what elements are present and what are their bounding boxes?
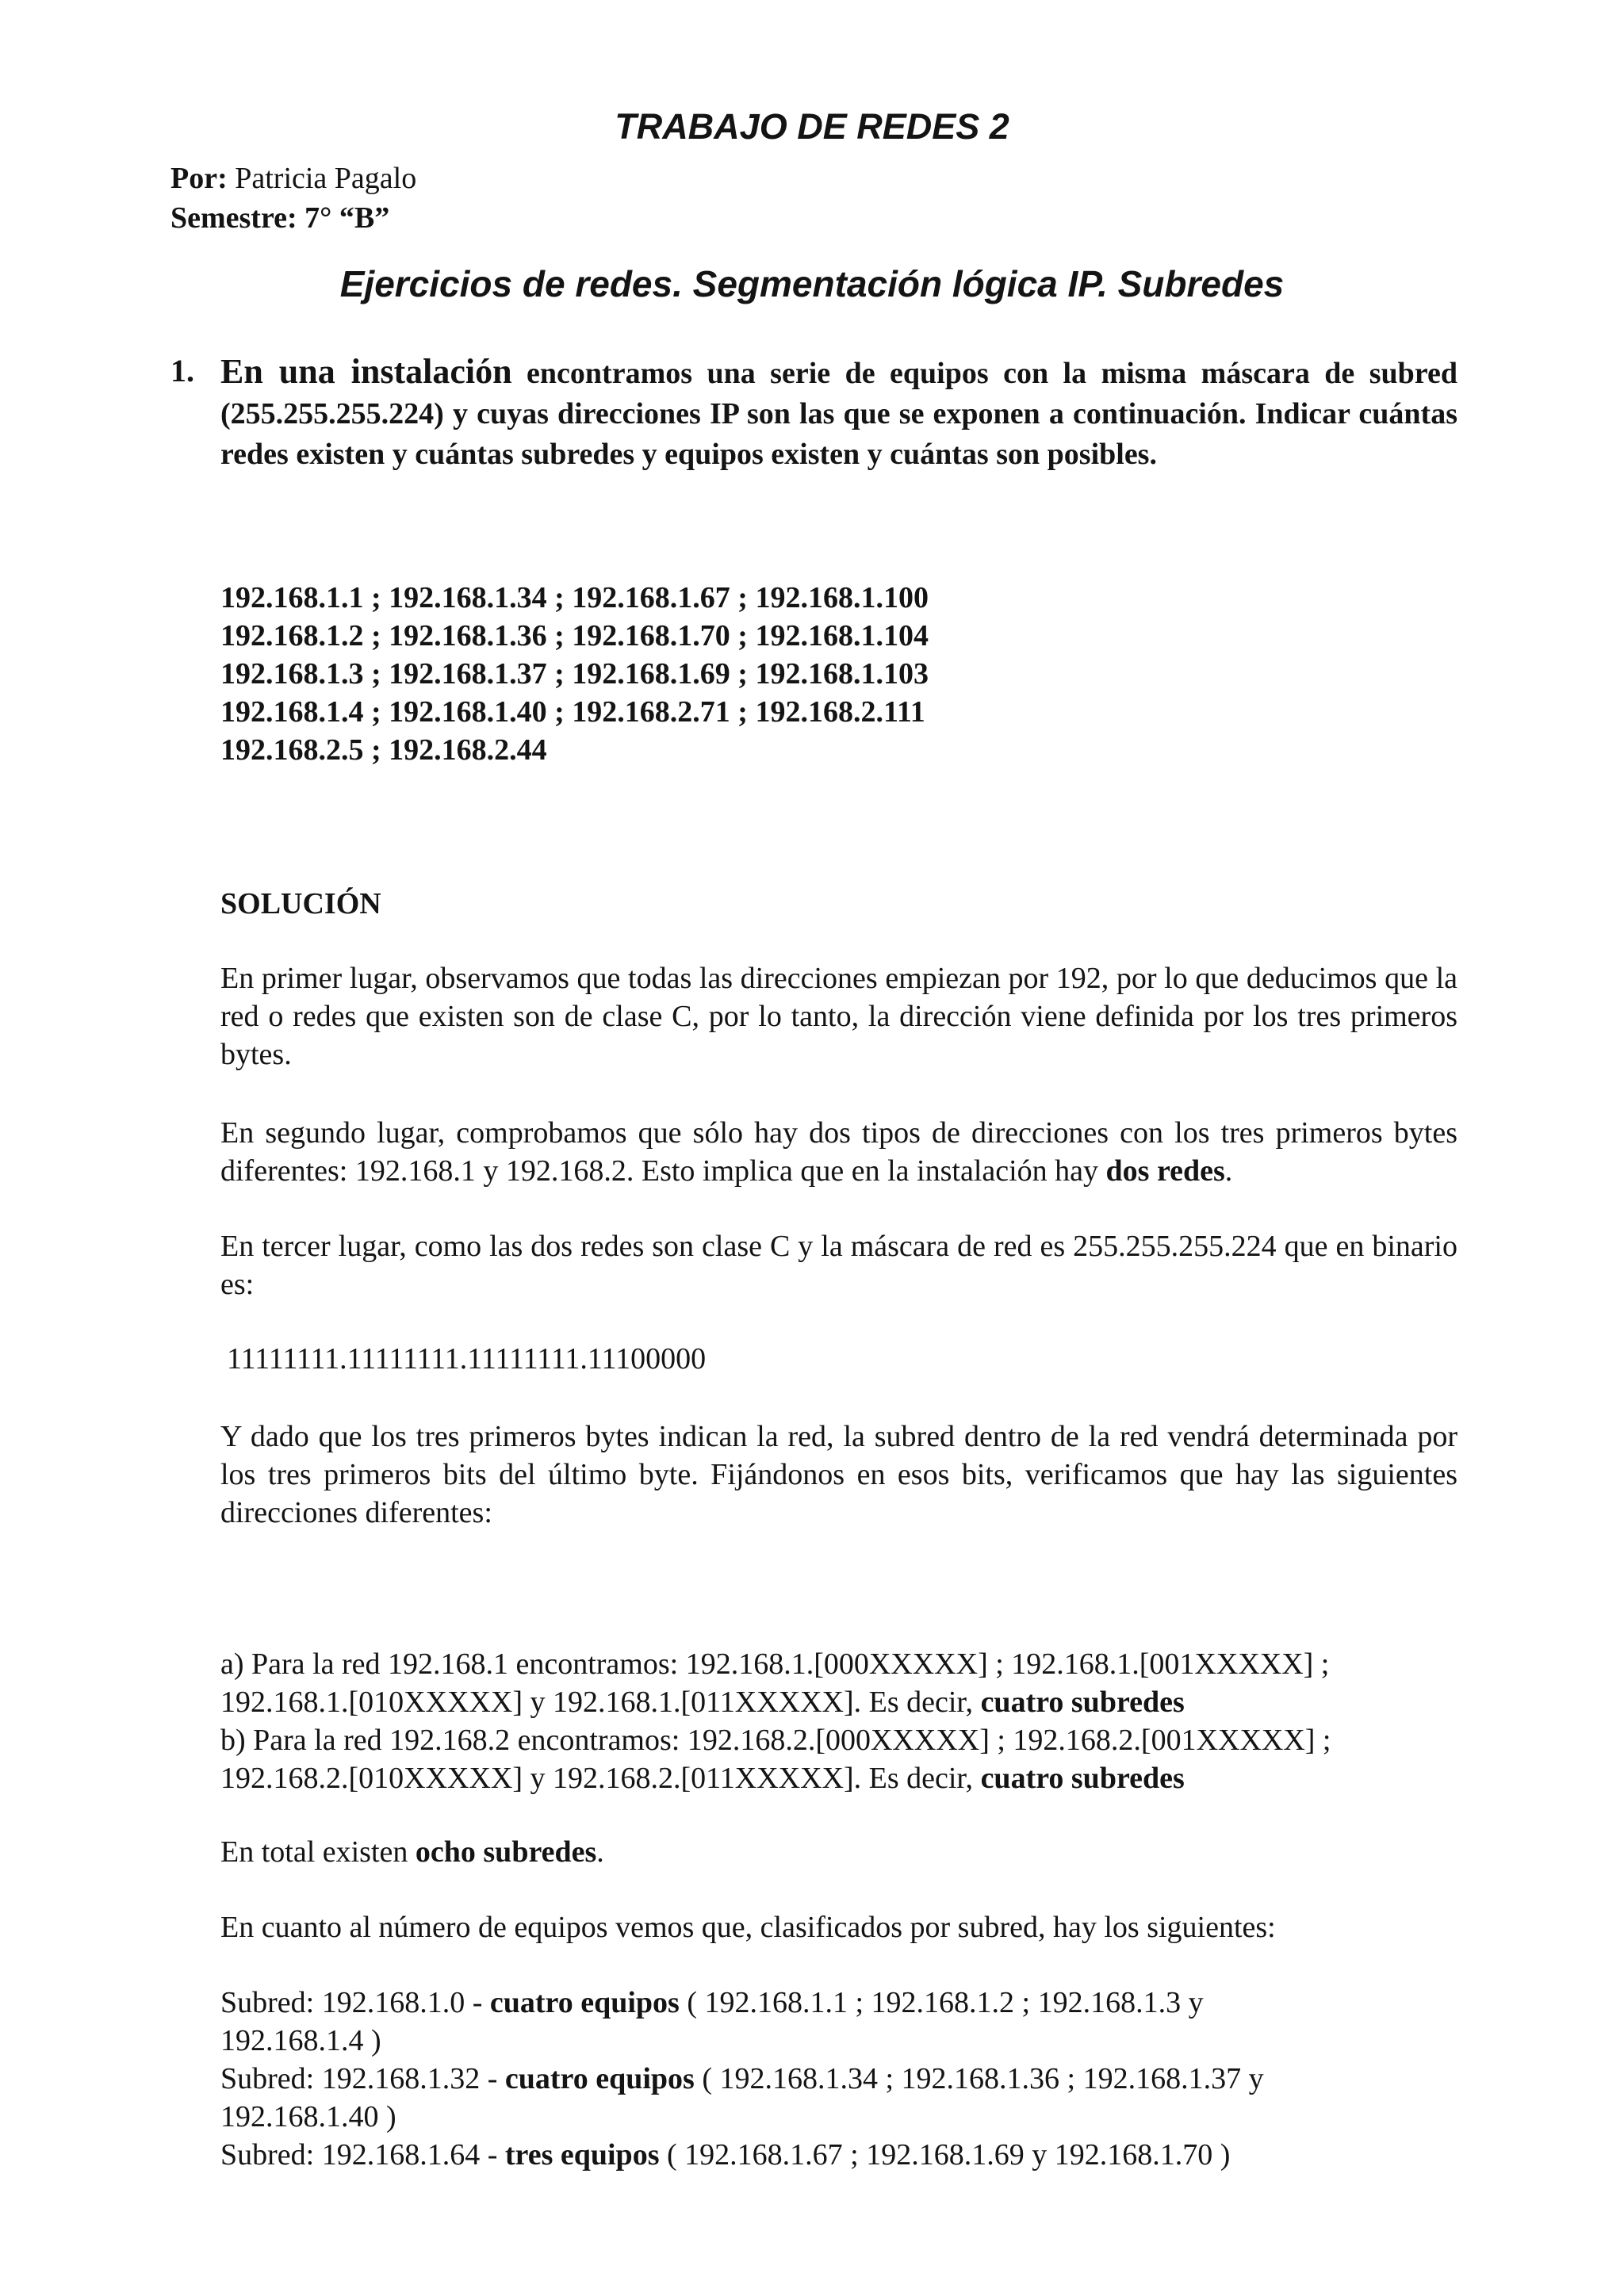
author-line (170, 159, 416, 198)
ip-line: 192.168.1.4 ; 192.168.1.40 ; 192.168.2.71 ; 192.168.2.111 (220, 695, 925, 729)
semester-line (170, 198, 389, 238)
subnet-hosts: ( 192.168.1.67 ; 192.168.1.69 y 192.168.1.70 ) (659, 2138, 1231, 2172)
ip-line: 192.168.2.5 ; 192.168.2.44 (220, 733, 547, 767)
solution-paragraph-1: En primer lugar, observamos que todas las direcciones empiezan por 192, por lo que deducimos que la red o redes que existen son de clase C, por lo tanto, la dirección viene definida por los tres primeros bytes. (220, 962, 1457, 1071)
network-a-line-1: a) Para la red 192.168.1 encontramos: 192.168.1.[000XXXXX] ; 192.168.1.[001XXXXX] ; (220, 1647, 1330, 1681)
subnet-label: Subred: 192.168.1.64 - (220, 2138, 505, 2172)
author-name: Patricia Pagalo (235, 162, 417, 195)
author-label: Por: (170, 162, 228, 195)
document-title: TRABAJO DE REDES 2 (615, 106, 1009, 147)
total-bold: ocho subredes (415, 1835, 597, 1869)
total-subnets (220, 1833, 1457, 1871)
network-b-bold: cuatro subredes (980, 1762, 1185, 1795)
network-b-line-1: b) Para la red 192.168.2 encontramos: 192.168.2.[000XXXXX] ; 192.168.2.[001XXXXX] ; (220, 1724, 1331, 1757)
ip-line: 192.168.1.1 ; 192.168.1.34 ; 192.168.1.67 ; 192.168.1.100 (220, 581, 929, 614)
p2-text: En segundo lugar, comprobamos que sólo hay dos tipos de direcciones con los tres primeros bytes diferentes: 192.168.1 y 192.168.2. Esto implica que en la instalación hay (220, 1116, 1457, 1188)
solution-heading: SOLUCIÓN (220, 887, 381, 920)
total-end: . (596, 1835, 604, 1869)
network-b-line-2 (220, 1759, 1457, 1797)
subnet-count: cuatro equipos (489, 1986, 680, 2019)
subnet-hosts: ( 192.168.1.34 ; 192.168.1.36 ; 192.168.1.37 y (694, 2062, 1264, 2095)
p2-bold: dos redes (1105, 1154, 1225, 1188)
subnet-entry (220, 2136, 1457, 2174)
question-lead: En una instalación (220, 352, 512, 391)
total-text: En total existen (220, 1835, 416, 1869)
ip-address-list (220, 579, 929, 769)
network-a-bold: cuatro subredes (980, 1686, 1185, 1719)
semester-value: 7° “B” (304, 201, 390, 235)
question-body: encontramos una serie de equipos con la misma máscara de subred (255.255.255.224) y cuyas direcciones IP son las que se exponen a continuación. Indicar cuántas redes existen y cuántas subredes y equipos existen y cuántas son posibles. (220, 357, 1457, 471)
document-subtitle: Ejercicios de redes. Segmentación lógica IP. Subredes (339, 263, 1285, 304)
network-a-text: 192.168.1.[010XXXXX] y 192.168.1.[011XXXXX]. Es decir, (220, 1686, 981, 1719)
network-a-line-2 (220, 1683, 1457, 1721)
subnet-analysis (220, 1645, 1457, 1797)
subnet-label: Subred: 192.168.1.0 - (220, 1986, 490, 2019)
subnet-entry (220, 2060, 1457, 2098)
ip-line: 192.168.1.3 ; 192.168.1.37 ; 192.168.1.69 ; 192.168.1.103 (220, 657, 929, 691)
semester-label: Semestre: (170, 201, 297, 235)
solution-paragraph-3: En tercer lugar, como las dos redes son clase C y la máscara de red es 255.255.255.224 que en binario es: (220, 1230, 1457, 1301)
question-number: 1. (170, 353, 194, 388)
subnet-count: tres equipos (504, 2138, 660, 2172)
subnet-entry-continuation: 192.168.1.4 ) (220, 2024, 381, 2057)
binary-mask: 11111111.11111111.11111111.11100000 (227, 1342, 707, 1376)
ip-line: 192.168.1.2 ; 192.168.1.36 ; 192.168.1.70 ; 192.168.1.104 (220, 619, 929, 652)
subnet-entry (220, 1984, 1457, 2022)
subnet-entry-continuation: 192.168.1.40 ) (220, 2100, 396, 2133)
equipment-intro: En cuanto al número de equipos vemos que, clasificados por subred, hay los siguientes: (220, 1911, 1276, 1944)
network-b-text: 192.168.2.[010XXXXX] y 192.168.2.[011XXXXX]. Es decir, (220, 1762, 981, 1795)
solution-paragraph-4: Y dado que los tres primeros bytes indican la red, la subred dentro de la red vendrá determinada por los tres primeros bits del último byte. Fijándonos en esos bits, verificamos que hay las siguientes direcciones diferentes: (220, 1420, 1457, 1529)
solution-paragraph-2 (220, 1114, 1457, 1190)
subnet-equipment-list (220, 1984, 1457, 2174)
p2-end: . (1224, 1154, 1233, 1188)
subnet-count: cuatro equipos (504, 2062, 695, 2095)
question-text (220, 351, 1457, 475)
subnet-hosts: ( 192.168.1.1 ; 192.168.1.2 ; 192.168.1.3 y (679, 1986, 1204, 2019)
subnet-label: Subred: 192.168.1.32 - (220, 2062, 505, 2095)
